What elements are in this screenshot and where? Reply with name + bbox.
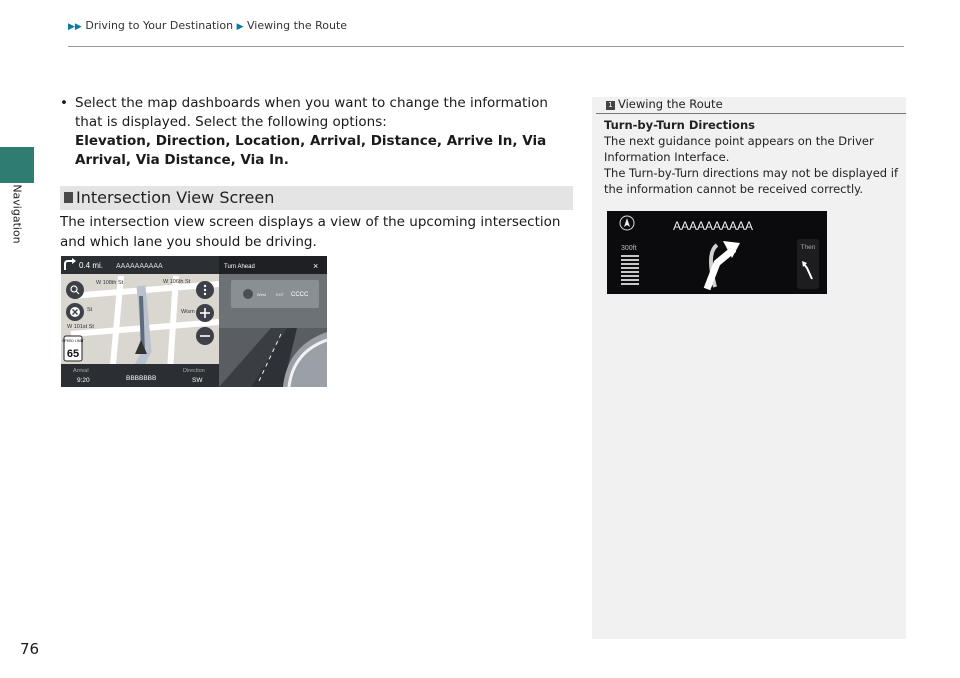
sidebar-paragraph: The Turn-by-Turn directions may not be displayed if the information cannot be received correctly.	[604, 166, 898, 196]
intersection-view-screenshot	[61, 256, 327, 387]
nav-street: AAAAAAAAAA	[116, 263, 163, 270]
section-description: The intersection view screen displays a view of the upcoming intersection and which lane you should be driving.	[60, 214, 561, 250]
turn-ahead-title: Turn Ahead	[224, 264, 255, 270]
direction-label: Direction	[183, 368, 205, 374]
map-street-label: W 106th St	[163, 279, 191, 285]
turn-by-turn-art	[607, 211, 827, 294]
bullet-dot-icon: •	[60, 95, 68, 111]
note-icon: 1	[606, 101, 615, 110]
sidebar-title-text: Viewing the Route	[618, 97, 723, 111]
arrival-label: Arrival	[73, 368, 89, 374]
chapter-tab	[0, 147, 34, 183]
breadcrumb-item-driving: Driving to Your Destination	[85, 19, 234, 32]
nav-bottom-info: BBBBBBB	[126, 375, 157, 382]
sign-west: West	[257, 292, 267, 297]
sidebar-body	[604, 117, 900, 197]
sidebar-paragraph: The next guidance point appears on the Driver Information Interface.	[604, 134, 874, 164]
dashboard-options: Elevation, Direction, Location, Arrival, Distance, Arrive In, Via Arrival, Via Distance, Via In.	[75, 133, 547, 168]
map-street-label: W 108th St	[96, 280, 124, 286]
speed-limit-value: 65	[66, 348, 80, 360]
bullet-item	[60, 94, 575, 170]
breadcrumb-arrow-icon: ▶	[236, 22, 244, 32]
breadcrumb	[68, 19, 347, 32]
sidebar-title	[606, 97, 723, 111]
turn-by-turn-screenshot	[607, 211, 827, 294]
close-icon[interactable]: ×	[313, 261, 319, 271]
section-square-icon	[64, 192, 73, 203]
sidebar-rule	[596, 113, 906, 114]
sign-cccc: CCCC	[291, 292, 309, 298]
section-title: Intersection View Screen	[76, 188, 275, 207]
header-rule	[68, 46, 904, 47]
intersection-view-art	[61, 256, 327, 387]
turn-distance: 300ft	[621, 245, 637, 252]
map-street-label: W 101st St	[67, 324, 94, 330]
then-label: Then	[800, 244, 816, 251]
breadcrumb-arrow-icon: ▶▶	[68, 22, 82, 32]
map-street-label: St	[87, 307, 93, 313]
breadcrumb-item-viewing: Viewing the Route	[246, 19, 348, 32]
sign-exit: EXIT	[276, 293, 284, 297]
bullet-text: Select the map dashboards when you want to change the information that is displayed. Select the following options:	[75, 95, 548, 130]
sidebar-subheading: Turn-by-Turn Directions	[604, 118, 755, 132]
map-street-label: Wism	[181, 309, 195, 315]
arrival-value: 9:20	[77, 377, 90, 384]
turn-street: AAAAAAAAAA	[673, 219, 754, 233]
chapter-label: Navigation	[10, 184, 24, 244]
search-icon[interactable]	[66, 281, 84, 299]
page-number: 76	[20, 640, 40, 658]
nav-distance: 0.4 mi.	[79, 261, 104, 270]
distance-bar	[621, 255, 639, 285]
direction-value: SW	[192, 377, 203, 384]
speed-limit-label: SPEED LIMIT	[62, 339, 84, 343]
